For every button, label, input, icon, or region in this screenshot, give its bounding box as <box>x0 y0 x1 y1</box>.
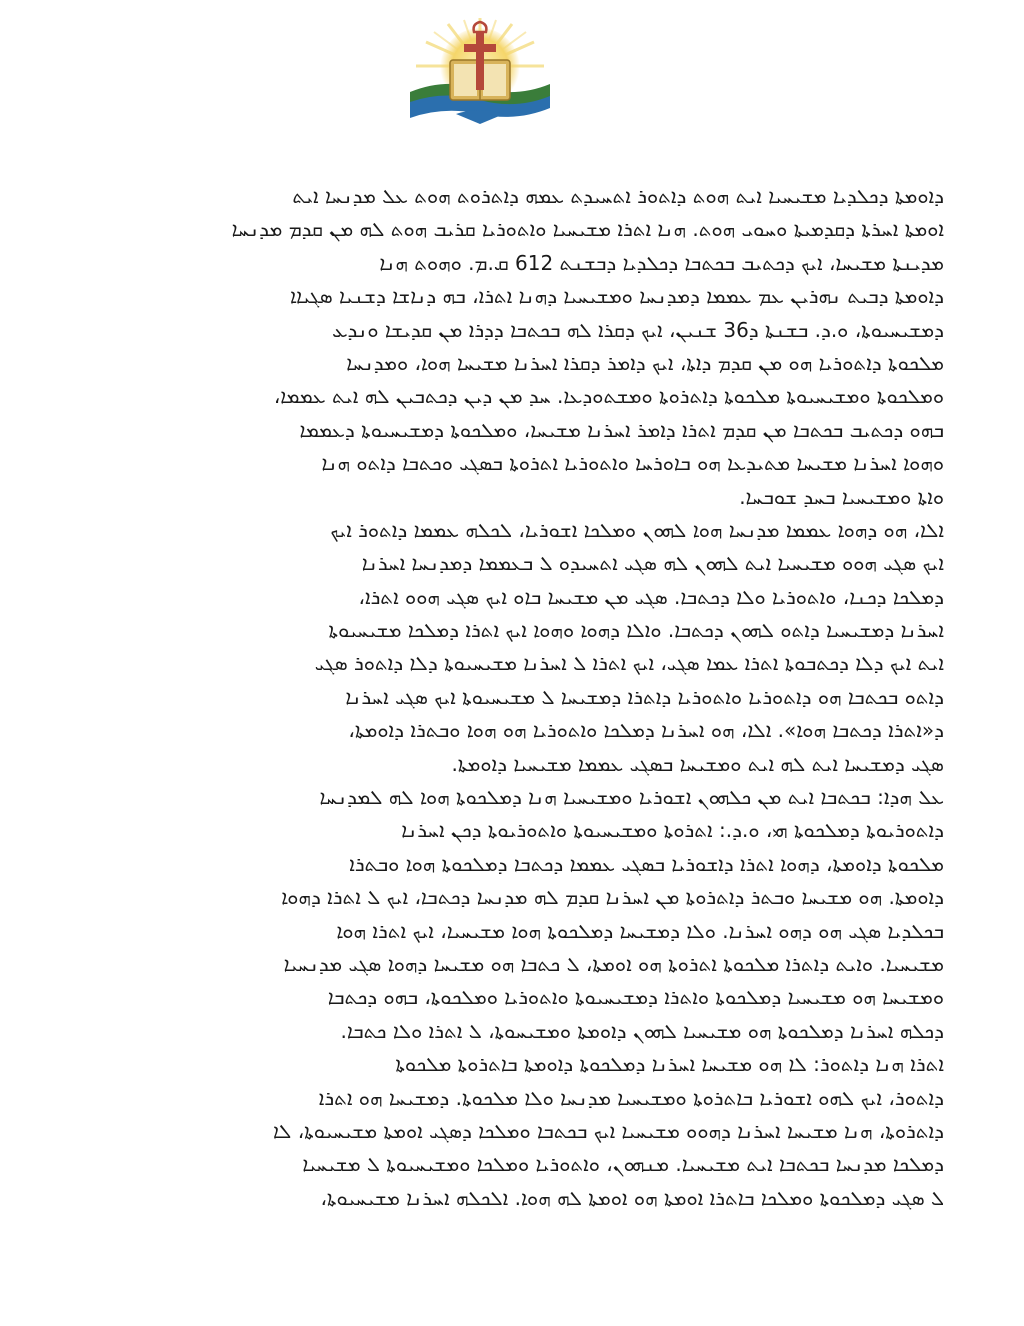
text-line: ܐܘܡܬܐ ܐܚܪܬܐ ܕܩܕܡܝܬܐ ܘܚܘܝ ܗܘܬ. ܗܢܐ ܐܬܪܐ ܡܫܝܚܝܐ ܘܐܬܘܪܝܐ ܩܪܝܒ ܗܘܬ ܠܗ ܡܢ ܩܕܡ ܡܕܢܚܐ <box>231 217 944 242</box>
text-line: ܕܡܠܟܐ ܕܟܢܐ، ܘܐܬܘܪܝܐ ܘܠܐ ܕܟܬܒܐ. ܣܓܝ ܡܢ ܡܫܝܚܐ ܒܐܘ ܐܝܟ ܣܓܝ ܗܘܘ ܐܬܪܐ، <box>358 584 944 609</box>
text-line: ܡܠܟܘܬܐ ܕܐܬܘܪܝܐ ܗܘ ܡܢ ܩܕܡ ܕܐܬܐ، ܐܝܟ ܕܐܡܪ ܕܩܪܐ ܐܚܪܢܐ ܡܫܝܚܐ ܗܘܐ، ܘܡܕܢܚܐ <box>346 350 944 375</box>
text-line: ܕܐܬܘܪ، ܐܝܟ ܠܗܘ ܐܫܘܪܝܐ ܒܐܬܪܘܬܐ ܘܡܫܝܚܝܐ ܡܕܢܚܐ ܘܠܐ ܡܠܟܘܬܐ. ܕܡܫܝܚܐ ܗܘ ܐܬܪܐ <box>318 1085 944 1110</box>
text-line: ܕܐܘܡܬܐ ܕܟܠܕܝܐ ܡܫܝܚܝܐ ܐܝܬ ܗܘܬ ܕܐܬܘܪ ܐܬܚܝܕܬ ܥܡܗ ܕܐܬܪܘܬ ܗܘܬ ܥܠ ܡܕܢܚܐ ܐܝܬ <box>292 184 944 208</box>
text-line: ܕܐܬܘܪܝܘܬܐ ܕܡܠܟܘܬܐ ܗܝ، ܘ.ܕ.: ܐܬܪܘܬܐ ܘܡܫܝܚܝܘܬܐ ܘܐܬܘܪܝܘܬܐ ܕܟܢ ܐܚܪܢܐ <box>401 818 944 843</box>
text-line: ܕܡܫܝܚܝܘܬܐ، ܘ.ܕ. ܒܫܢܬܐ ܕ36 ܫܢܝܢ، ܐܝܟ ܕܩܪܐ ܠܗ ܒܟܬܒܐ ܕܕܪܐ ܡܢ ܩܕܝܫܐ ܘܢܕܥ <box>332 317 944 342</box>
text-line: ܡܕܝܢܬܐ ܡܫܝܚܐ، ܐܝܟ ܕܟܬܝܒ ܒܟܬܒܐ ܕܟܠܕܝܐ ܕܒܫܢܬ 612 ܩ.ܡ. ܘܗܘܬ ܗܢܐ <box>379 250 944 275</box>
text-line: ܕܐܬܘ ܒܟܬܒܐ ܗܘ ܕܐܬܘܪܝܐ ܘܐܬܘܪܝܐ ܕܐܬܪܐ ܕܡܫܝܚܐ ܠ ܡܫܝܚܝܘܬܐ ܐܝܟ ܣܓܝ ܐܚܪܢܐ <box>345 684 944 709</box>
text-line: ܕ«ܐܬܪܐ ܕܟܬܒܐ ܗܘܐ». ܐܠܐ، ܗܘ ܐܚܪܢܐ ܕܡܠܟܐ ܘܐܬܘܪܝܐ ܗܘ ܗܘܐ ܘܒܬܪܐ ܕܐܘܡܬܐ، <box>348 718 944 743</box>
text-line: ܐܝܬ ܐܝܟ ܕܠܐ ܕܟܬܒܘܬܐ ܐܬܪܐ ܥܡܐ ܣܓܝ، ܐܝܟ ܐܬܪܐ ܠ ܐܚܪܢܐ ܡܫܝܚܝܘܬܐ ܕܠܐ ܕܐܬܘܪ ܣܓܝ <box>314 651 944 676</box>
paragraph-3 <box>82 781 944 1048</box>
text-line: ܐܬܪܐ ܗܢܐ ܕܐܬܘܪ: ܠܐ ܗܘ ܡܫܝܚܐ ܐܚܪܢܐ ܕܡܠܟܘܬܐ ܕܐܘܡܬܐ ܒܐܬܪܘܬܐ ܡܠܟܘܬܐ <box>395 1052 944 1077</box>
text-line: ܕܐܬܪܘܬܐ، ܗܢܐ ܡܫܝܚܐ ܐܚܪܢܐ ܕܗܘܘ ܡܫܝܚܝܐ ܐܝܟ ܒܟܬܒܐ ܘܡܠܟܐ ܕܣܓܝ ܐܘܡܬܐ ܡܫܝܚܝܘܬܐ، ܠܐ <box>273 1118 944 1143</box>
text-line: ܐܚܪܢܐ ܕܡܫܝܚܝܐ ܕܐܬܘ ܠܗܘܢ ܕܟܬܒܐ. ܘܐܠܐ ܕܗܘܐ ܘܗܘܐ ܐܝܟ ܐܬܪܐ ܕܡܠܟܐ ܡܫܝܚܝܘܬܐ <box>328 618 944 643</box>
text-line: ܕܡܠܟܐ ܡܕܢܚܐ ܒܟܬܒܐ ܐܝܬ ܡܫܝܚܝܐ. ܡܢܗܘܢ، ܘܐܬܘܪܝܐ ܘܡܠܟܐ ܘܡܫܝܚܝܘܬܐ ܠ ܡܫܝܚܝܐ <box>302 1152 944 1177</box>
text-line: ܡܫܝܚܝܐ. ܘܐܝܬ ܕܐܬܪܐ ܡܠܟܘܬܐ ܐܬܪܘܬܐ ܗܘ ܐܘܡܬܐ، ܠ ܟܬܒܐ ܗܘ ܡܫܝܚܐ ܕܗܘܐ ܣܓܝ ܡܕܢܚܝܐ <box>283 951 944 976</box>
document-body <box>82 180 944 1215</box>
text-line: ܠ ܣܓܝ ܕܡܠܟܘܬܐ ܘܡܠܟܐ ܒܐܬܪܐ ܐܘܡܬܐ ܗܘ ܐܘܡܬܐ ܠܗ ܗܘܐ. ܐܠܟܠܗ ܐܚܪܢܐ ܡܫܝܚܝܘܬܐ، <box>320 1185 944 1210</box>
text-line: ܕܟܠܗ ܐܚܪܢܐ ܕܡܠܟܘܬܐ ܗܘ ܡܫܝܚܝܐ ܠܗܘܢ ܕܐܘܡܬܐ ܘܡܫܝܚܘܬܐ، ܠ ܐܬܪܐ ܘܠܐ ܟܬܒܐ. <box>340 1018 944 1043</box>
text-line: ܥܠ ܗܕܐ: ܒܟܬܒܐ ܐܝܬ ܡܢ ܟܠܗܘܢ ܐܫܘܪܝܐ ܘܡܫܝܚܝܐ ܗܢܐ ܕܡܠܟܘܬܐ ܗܘܐ ܠܗ ܠܡܕܢܚܐ <box>319 785 944 810</box>
text-line: ܡܠܟܘܬܐ ܕܐܘܡܬܐ، ܕܗܘܐ ܐܬܪܐ ܕܐܫܘܪܝܐ ܒܣܓܝ ܥܡܡܐ ܕܟܬܒܐ ܕܡܠܟܘܬܐ ܗܘܐ ܘܒܬܪܐ <box>349 851 944 876</box>
text-line: ܒܗܘ ܕܟܬܝܒ ܒܟܬܒܐ ܡܢ ܩܕܡ ܐܬܪܐ ܕܐܡܪ ܐܚܪܢܐ ܡܫܝܚܐ، ܘܡܠܟܘܬܐ ܕܡܫܝܚܝܘܬܐ ܕܥܡܡܐ <box>299 417 944 442</box>
text-line: ܘܡܠܟܘܬܐ ܘܡܫܝܚܝܘܬܐ ܡܠܟܘܬܐ ܕܐܬܪܘܬܐ ܘܡܫܬܘܕܥܐ. ܚܕ ܡܢ ܕܝܢ ܕܟܬܒܝܢ ܠܗ ܐܝܬ ܥܡܡܐ، <box>273 384 944 409</box>
text-line: ܘܡܫܝܚܐ ܗܘ ܡܫܝܚܝܐ ܕܡܠܟܘܬܐ ܘܐܬܪܐ ܕܡܫܝܚܝܘܬܐ ܘܐܬܘܪܝܐ ܘܡܠܟܘܬܐ، ܒܗܘ ܕܟܬܒܐ <box>327 985 944 1010</box>
text-line: ܕܐܘܡܬܐ ܕܒܝܬ ܢܗܪܝܢ ܥܡ ܥܡܡܐ ܕܡܕܢܚܐ ܘܡܫܝܚܝܐ ܕܗܢܐ ܐܬܪܐ، ܒܗ ܕܢܐܫܐ ܕܫܢܝܐ ܣܓܝܐܐ <box>290 284 944 309</box>
text-line: ܐܠܐ، ܗܘ ܕܗܘܐ ܥܡܡܐ ܡܕܢܚܐ ܗܘܐ ܠܗܘܢ ܘܡܠܟܐ ܐܫܘܪܝܐ، ܠܟܠܗ ܥܡܡܐ ܕܐܬܘܪ ܐܝܟ <box>330 517 944 542</box>
text-line: ܣܓܝ ܕܡܫܝܚܐ ܐܝܬ ܠܗ ܐܝܬ ܘܡܫܝܚܐ ܒܣܓܝ ܥܡܡܐ ܡܫܝܚܝܐ ܕܐܘܡܬܐ. <box>451 751 944 776</box>
paragraph-4 <box>82 1048 944 1215</box>
church-emblem-icon <box>404 14 556 126</box>
text-line: ܐܝܟ ܣܓܝ ܗܘܘ ܡܫܝܚܝܐ ܐܝܬ ܠܗܘܢ ܠܗ ܣܓܝ ܐܬܚܝܕܘ ܠ ܒܥܡܡܐ ܕܡܕܢܚܐ ܐܚܪܢܐ <box>361 551 944 576</box>
paragraph-2 <box>82 514 944 781</box>
text-line: ܘܐܬܐ ܘܡܫܝܚܝܐ ܒܚܕ ܫܘܒܚܐ. <box>739 484 944 509</box>
text-line: ܒܟܠܕܝܐ ܣܓܝ ܗܘ ܕܗܘ ܐܚܪܢܐ. ܘܠܐ ܕܡܫܝܚܐ ܕܡܠܟܘܬܐ ܗܘܐ ܡܫܝܚܝܐ، ܐܝܟ ܐܬܪܐ ܗܘܐ <box>336 918 944 943</box>
text-line: ܘܗܘܐ ܐܚܪܢܐ ܡܫܝܚܐ ܡܬܝܕܥܐ ܗܘ ܒܐܘܪܚܐ ܘܐܬܘܪܝܐ ܐܬܪܘܬܐ ܒܣܓܝ ܘܟܬܒܐ ܕܐܬܘ ܗܢܐ <box>321 451 944 476</box>
text-line: ܕܐܘܡܬܐ. ܗܘ ܡܫܝܚܐ ܘܒܬܪ ܕܐܬܪܘܬܐ ܡܢ ܐܚܪܢܐ ܩܕܡ ܠܗ ܡܕܢܚܐ ܕܟܬܒܐ، ܐܝܟ ܠ ܐܬܪܐ ܕܗܘܐ <box>281 885 944 910</box>
paragraph-1 <box>82 180 944 514</box>
